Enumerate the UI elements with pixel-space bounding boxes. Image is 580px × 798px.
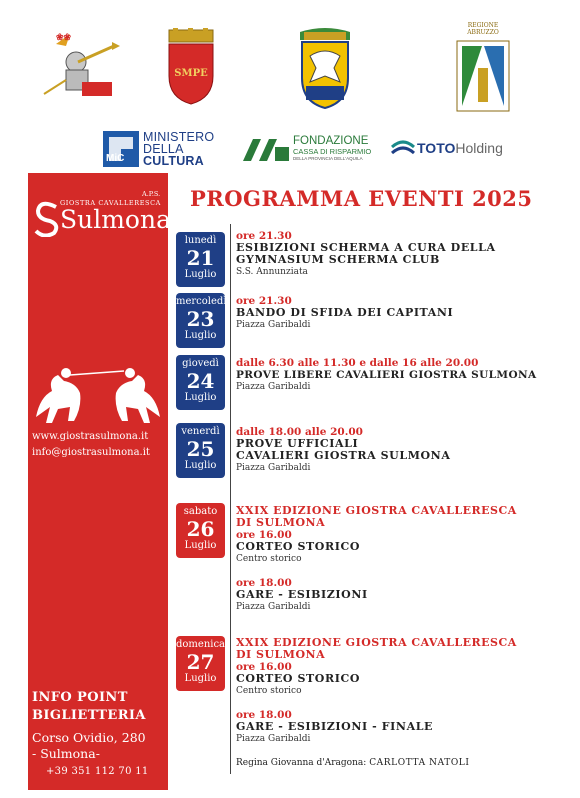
event-heading: PROVE UFFICIALI	[236, 437, 359, 450]
event-place: S.S. Annunziata	[236, 267, 308, 277]
event-heading-2: GARE - ESIBIZIONI	[236, 588, 368, 601]
giostra-subtitle: GIOSTRA CAVALLERESCA	[60, 199, 161, 207]
badge-weekday: sabato	[183, 506, 218, 517]
event-heading: BANDO DI SFIDA DEI CAPITANI	[236, 306, 454, 319]
event-time: ore 16.00	[236, 661, 292, 673]
ministero-cultura-logo	[103, 131, 225, 167]
event-time: dalle 18.00 alle 20.00	[236, 426, 363, 438]
event-heading: ESIBIZIONI SCHERMA A CURA DELLA	[236, 241, 496, 254]
address-line2: - Sulmona-	[32, 746, 100, 761]
event-edition-title: XXIX EDIZIONE GIOSTRA CAVALLERESCA	[236, 636, 517, 649]
badge-day: 24	[186, 369, 215, 393]
date-badge-23	[176, 293, 225, 348]
badge-month: Luglio	[184, 540, 217, 551]
badge-day: 23	[186, 307, 215, 331]
event-place: Piazza Garibaldi	[236, 463, 311, 473]
event-edition-title-2: DI SULMONA	[236, 648, 326, 661]
event-time-2: ore 18.00	[236, 577, 292, 589]
badge-month: Luglio	[184, 392, 217, 403]
event-place: Piazza Garibaldi	[236, 320, 311, 330]
crest-text: SMPE	[174, 68, 208, 79]
toto-part2: Holding	[455, 140, 503, 156]
date-badge-24	[176, 355, 225, 410]
event-heading: CORTEO STORICO	[236, 672, 361, 685]
event-place: Centro storico	[236, 554, 302, 564]
toto-holding-logo	[390, 137, 510, 163]
badge-month: Luglio	[184, 460, 217, 471]
event-edition-title: XXIX EDIZIONE GIOSTRA CAVALLERESCA	[236, 504, 517, 517]
event-place: Centro storico	[236, 686, 302, 696]
email-link[interactable]: info@giostrasulmona.it	[32, 447, 150, 458]
date-badge-25	[176, 423, 225, 478]
event-time: dalle 6.30 alle 11.30 e dalle 16 alle 20.00	[236, 357, 479, 369]
badge-month: Luglio	[184, 330, 217, 341]
event-27	[236, 637, 517, 745]
toto-part1: TOTO	[417, 140, 456, 156]
giostra-knight-logo	[36, 24, 120, 104]
event-heading: PROVE LIBERE CAVALIERI GIOSTRA SULMONA	[236, 369, 537, 381]
event-time: ore 16.00	[236, 529, 292, 541]
phone-number: +39 351 112 70 11	[46, 766, 149, 777]
event-place-2: Piazza Garibaldi	[236, 602, 311, 612]
date-badge-21	[176, 232, 225, 287]
mic-mark: MiC	[106, 153, 125, 164]
event-23	[236, 295, 453, 331]
queen-note	[236, 758, 470, 768]
fondazione-line1: FONDAZIONE	[293, 135, 369, 147]
fondazione-mark-icon	[241, 137, 291, 163]
event-heading: CORTEO STORICO	[236, 540, 361, 553]
event-21	[236, 230, 496, 278]
event-time-2: ore 18.00	[236, 709, 292, 721]
badge-weekday: giovedì	[182, 358, 219, 369]
fondazione-line2: CASSA DI RISPARMIO	[293, 147, 372, 156]
toto-wave-icon	[390, 137, 416, 161]
event-edition-title-2: DI SULMONA	[236, 516, 326, 529]
badge-day: 27	[186, 650, 215, 674]
queen-note-label: Regina Giovanna d'Aragona:	[236, 758, 367, 768]
event-24	[236, 357, 537, 393]
sulmona-crest	[163, 28, 219, 106]
badge-day: 25	[186, 437, 215, 461]
badge-month: Luglio	[184, 269, 217, 280]
event-25	[236, 426, 450, 474]
sidebar-brand: Sulmona	[60, 205, 171, 234]
sulmona-s-monogram-icon	[32, 201, 62, 237]
event-place: Piazza Garibaldi	[236, 382, 311, 392]
event-heading-2: GARE - ESIBIZIONI - FINALE	[236, 720, 434, 733]
fondazione-carispaq-logo	[241, 135, 377, 165]
event-time: ore 21.30	[236, 295, 292, 307]
timeline-divider	[230, 224, 231, 774]
badge-weekday: mercoledì	[176, 296, 227, 307]
ministero-line1: MINISTERO	[143, 130, 215, 144]
badge-day: 26	[186, 517, 215, 541]
event-heading-2: GYMNASIUM SCHERMA CLUB	[236, 253, 440, 266]
event-heading-2: CAVALIERI GIOSTRA SULMONA	[236, 449, 451, 462]
event-26	[236, 505, 517, 613]
badge-weekday: venerdì	[181, 426, 220, 437]
svg-text:❀❀: ❀❀	[56, 33, 72, 43]
province-eagle-crest	[296, 26, 354, 110]
fondazione-line3: DELLA PROVINCIA DELL'AQUILA	[293, 156, 363, 161]
queen-note-name: CARLOTTA NATOLI	[369, 758, 470, 768]
aps-label: A.P.S.	[142, 190, 161, 198]
badge-day: 21	[186, 246, 215, 270]
date-badge-26	[176, 503, 225, 558]
badge-weekday: lunedì	[184, 235, 217, 246]
date-badge-27	[176, 636, 225, 691]
sidebar-panel	[28, 173, 171, 790]
ministero-line3: CULTURA	[143, 154, 204, 168]
page-title: PROGRAMMA EVENTI 2025	[190, 186, 533, 211]
event-time: ore 21.30	[236, 230, 292, 242]
badge-month: Luglio	[184, 673, 217, 684]
address-line1: Corso Ovidio, 280	[32, 730, 146, 745]
event-place-2: Piazza Garibaldi	[236, 734, 311, 744]
ministero-line2: DELLA	[143, 142, 184, 156]
badge-weekday: domenica	[176, 639, 226, 650]
jousting-horses-icon	[30, 357, 166, 429]
regione-abruzzo-label: REGIONE ABRUZZO	[467, 22, 499, 36]
website-link[interactable]: www.giostrasulmona.it	[32, 431, 149, 442]
biglietteria-label: BIGLIETTERIA	[32, 708, 146, 723]
info-point-label: INFO POINT	[32, 690, 128, 705]
regione-abruzzo-logo	[454, 22, 512, 116]
